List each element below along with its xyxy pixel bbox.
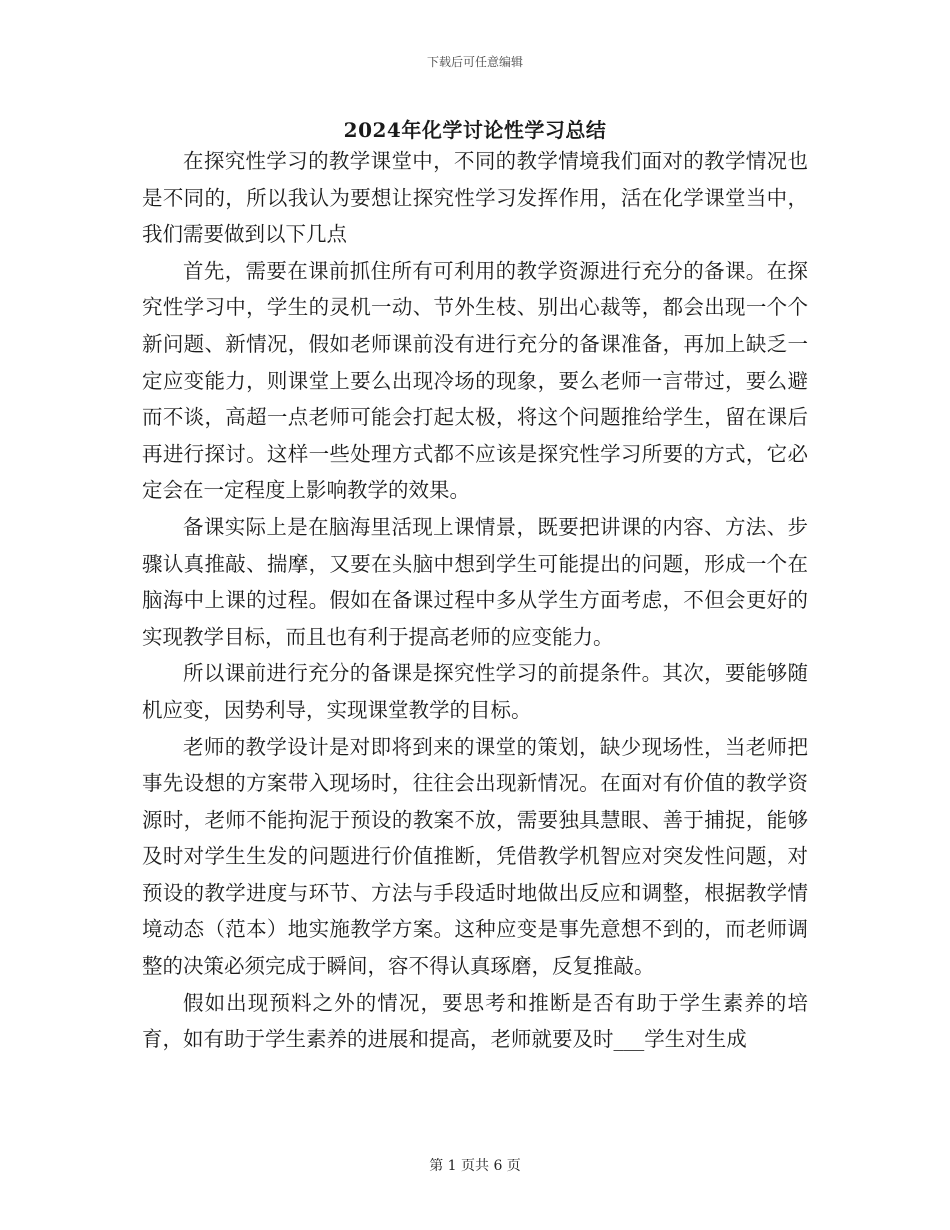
paragraph: 老师的教学设计是对即将到来的课堂的策划，缺少现场性，当老师把事先设想的方案带入现场时，往往会出现新情况。在面对有价值的教学资源时，老师不能拘泥于预设的教案不放，需要独具慧眼、善于捕捉，能够及时对学生生发的问题进行价值推断，凭借教学机智应对突发性问题，对预设的教学进度与环节、方法与手段适时地做出反应和调整，根据教学情境动态（范本）地实施教学方案。这种应变是事先意想不到的，而老师调整的决策必须完成于瞬间，容不得认真琢磨，反复推敲。	[142, 734, 808, 979]
paragraph: 备课实际上是在脑海里活现上课情景，既要把讲课的内容、方法、步骤认真推敲、揣摩，又要在头脑中想到学生可能提出的问题，形成一个在脑海中上课的过程。假如在备课过程中多从学生方面考虑，不但会更好的实现教学目标，而且也有利于提高老师的应变能力。	[142, 514, 808, 649]
paragraph: 首先，需要在课前抓住所有可利用的教学资源进行充分的备课。在探究性学习中，学生的灵机一动、节外生枝、别出心裁等，都会出现一个个新问题、新情况，假如老师课前没有进行充分的备课准备，再加上缺乏一定应变能力，则课堂上要么出现冷场的现象，要么老师一言带过，要么避而不谈，高超一点老师可能会打起太极，将这个问题推给学生，留在课后再进行探讨。这样一些处理方式都不应该是探究性学习所要的方式，它必定会在一定程度上影响教学的效果。	[142, 258, 808, 503]
document-title: 2024年化学讨论性学习总结	[343, 118, 607, 142]
paragraph: 所以课前进行充分的备课是探究性学习的前提条件。其次，要能够随机应变，因势利导，实现课堂教学的目标。	[142, 661, 808, 722]
page-footer: 第 1 页共 6 页	[429, 1158, 521, 1174]
header-note: 下载后可任意编辑	[426, 55, 523, 69]
paragraph: 在探究性学习的教学课堂中，不同的教学情境我们面对的教学情况也是不同的，所以我认为要想让探究性学习发挥作用，活在化学课堂当中，我们需要做到以下几点	[142, 149, 808, 247]
document-body	[142, 143, 808, 1058]
paragraph: 假如出现预料之外的情况，要思考和推断是否有助于学生素养的培育，如有助于学生素养的进展和提高，老师就要及时___学生对生成	[142, 990, 808, 1052]
